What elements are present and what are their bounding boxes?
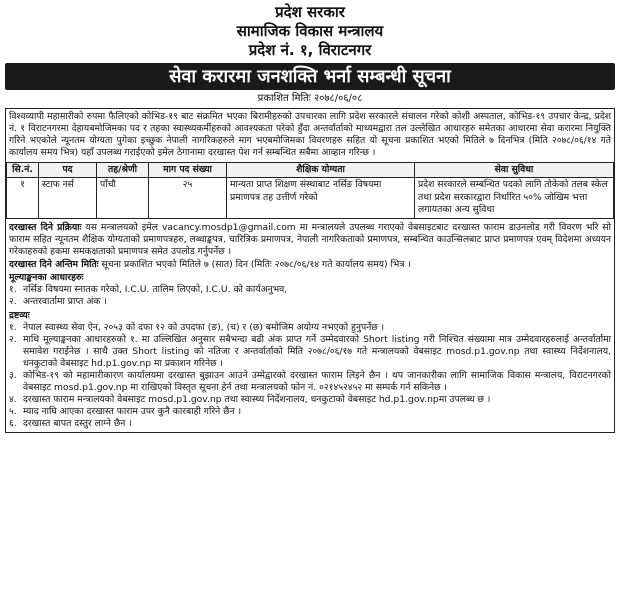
vacancy-table bbox=[6, 162, 614, 219]
list-item bbox=[9, 322, 611, 334]
published-date: प्रकाशित मितिः २०७८/०६/०८ bbox=[257, 93, 363, 104]
list-item-number: २. bbox=[9, 296, 17, 308]
list-item-number: ५. bbox=[9, 406, 17, 418]
intro-paragraph: विश्वव्यापी महामारीको रुपमा फैलिएको कोभिड-१९ बाट संक्रमित भएका बिरामीहरुको उपचारका लागि प्रदेश सरकारले संचालन गरेको कोशी अस्पताल, कोभिड-१९ उपचार केन्द्र, प्रदेश नं. १ विराटनगरमा देहायबमोजिमका पद र तहका स्वास्थ्यकर्मीहरुको आवश्यकता परेको हुँदा अन्तर्वार्ताको माध्यमद्वारा तल उल्लेखित आधारहरु समेतका आधारमा सेवा करारमा नियुक्ति गरिने भएकोले न्यूनतम योग्यता पुगेका इच्छुक नेपाली नागरिकहरुले माग भएबमोजिमका विवरणहरु सहित यो सूचना प्रकाशित भएको मितिले ७ दिनभित्र (मिति २०७८/०६/१४ गते कार्यालय समय भित्र) यहाँ उपलब्ध गराईएको इमेल ठेगानामा दरखास्त पेश गर्न सम्बन्धित सबैमा आव्हान गरिन्छ । bbox=[9, 111, 611, 159]
cell-level: पाँचौ bbox=[97, 178, 149, 219]
list-item bbox=[9, 370, 611, 394]
cell-post: स्टाफ नर्स bbox=[39, 178, 97, 219]
col-header-post: पद bbox=[39, 163, 97, 178]
list-item bbox=[9, 284, 611, 296]
list-item-text: म्याद नाघि आएका दरखास्त फाराम उपर कुनै कारबाही गरिने छैन । bbox=[23, 406, 242, 418]
list-item-text: दरखास्त फाराम मन्त्रालयको वेबसाइट mosd.p1.gov.np तथा स्वास्थ्य निर्देशनालय, धनकुटाको वेबसाइट hd.p1.gov.npमा उपलब्ध छ । bbox=[23, 394, 491, 406]
list-item bbox=[9, 334, 611, 370]
organization-header bbox=[5, 3, 615, 60]
notes-section bbox=[9, 310, 611, 431]
col-header-count: माग पद संख्या bbox=[149, 163, 227, 178]
list-item-text: दरखास्त बापत दस्तुर लाग्ने छैन । bbox=[23, 418, 132, 430]
application-deadline-text: सूचना प्रकाशित भएको मितिले ७ (सात) दिन (मितिः २०७८/०६/१४ गते कार्यालय समय) भित्र । bbox=[98, 259, 411, 271]
table-header-row bbox=[7, 163, 614, 178]
application-deadline-label: दरखास्त दिने अन्तिम मितिः bbox=[9, 259, 99, 271]
header-line-province: प्रदेश नं. १, विराटनगर bbox=[248, 41, 372, 59]
list-item-number: ४. bbox=[9, 394, 17, 406]
application-deadline bbox=[9, 259, 611, 271]
table-row bbox=[7, 178, 614, 219]
application-process-label: दरखास्त दिने प्रक्रियाः bbox=[9, 221, 82, 233]
notice-body-box bbox=[5, 108, 615, 433]
list-item-number: ३. bbox=[9, 370, 17, 381]
list-item bbox=[9, 296, 611, 308]
application-process bbox=[9, 222, 611, 258]
list-item-number: २. bbox=[9, 333, 17, 345]
evaluation-criteria bbox=[9, 272, 611, 308]
col-header-sn: सि.नं. bbox=[7, 163, 39, 178]
list-item-number: ६. bbox=[9, 418, 17, 430]
application-process-text: यस मन्त्रालयको इमेल vacancy.mosdp1@gmail.com मा मन्त्रालयले उपलब्ध गराएको वेबसाइटबाट दरखास्त फाराम डाउनलोड गरी विवरण भरि सो फाराम सहित न्यूनतम शैक्षिक योग्यताको प्रमाणपत्रहरु, लब्धाङ्कपत्र, चारित्रिक प्रमाणपत्र, नेपाली नागरिकताको प्रमाणपत्र, सम्बन्धित काउन्सिलबाट प्राप्त प्रमाणपत्र एवम् विदेशमा अध्ययन गरेकाहरुको हकमा समकक्षताको प्रमाणपत्र समेत उपलोड गर्नुपर्नेछ । bbox=[9, 221, 611, 258]
list-item bbox=[9, 406, 611, 418]
notes-label: द्रष्टव्यः bbox=[9, 309, 30, 321]
cell-sn: १ bbox=[7, 178, 39, 219]
list-item-text: नेपाल स्वास्थ्य सेवा ऐन, २०५३ को दफा १२ को उपदफा (ङ), (च) र (छ) बमोजिम अयोग्य नभएको हुनुपर्नेछ । bbox=[23, 321, 385, 333]
list-item bbox=[9, 418, 611, 430]
col-header-qualification: शैक्षिक योग्यता bbox=[227, 163, 415, 178]
header-line-ministry: सामाजिक विकास मन्त्रालय bbox=[236, 22, 384, 40]
notice-details bbox=[6, 219, 614, 433]
header-line-government: प्रदेश सरकार bbox=[275, 3, 345, 21]
cell-benefits: प्रदेश सरकारले सम्बन्धित पदको लागि तोकेको तलब स्केल तथा प्रदेश सरकारद्वारा निर्धारित ५०% जोखिम भत्ता लगायतका अन्य सुविधा bbox=[415, 178, 614, 219]
col-header-level: तह/श्रेणी bbox=[97, 163, 149, 178]
list-item-text: कोभिड-१९ को महामारीकारण कार्यालयमा दरखास्त बुझाउन आउने उम्मेद्वारको दरखास्त फाराम लिइने छैन । थप जानकारीका लागि सामाजिक विकास मन्त्रालय, विराटनगरको वेबसाइट mosd.p1.gov.np मा राखिएको विस्तृत सूचना हेर्न तथा मन्त्रालयको फोन नं. ०२१४५२४५२ मा सम्पर्क गर्न सकिनेछ । bbox=[23, 370, 611, 394]
list-item-number: १. bbox=[9, 321, 17, 333]
list-item-text: माथि मूल्याङ्कनका आधारहरुको १. मा उल्लिखित अनुसार सबैभन्दा बढी अंक प्राप्त गर्ने उम्मेदवारको Short listing गरी निश्चित संख्यामा मात्र उम्मेदवारहरुलाई अन्तर्वार्तामा समावेश गराईनेछ । साथै उक्त Short listing को नतिजा र अन्तर्वार्ताको मिति २०७८/०६/१७ गते मन्त्रालयको वेबसाइट mosd.p1.gov.np तथा स्वास्थ्य निर्देशनालय, धनकुटाको वेबसाइट hd.p1.gov.np मा प्रकाशन गरिनेछ । bbox=[23, 333, 611, 369]
list-item bbox=[9, 394, 611, 406]
cell-qualification: मान्यता प्राप्त शिक्षण संस्थाबाट नर्सिङ विषयमा प्रमाणपत्र तह उत्तीर्ण गरेको bbox=[227, 178, 415, 219]
col-header-benefits: सेवा सुविधा bbox=[415, 163, 614, 178]
list-item-number: १. bbox=[9, 284, 17, 296]
list-item-text: अन्तरवार्तामा प्राप्त अंक । bbox=[23, 296, 107, 308]
evaluation-criteria-label: मूल्याङ्कनका आधारहरुः bbox=[9, 272, 84, 284]
list-item-text: नर्सिङ विषयमा स्नातक गरेको, I.C.U. तालिम लिएको, I.C.U. को कार्यअनुभव, bbox=[23, 284, 288, 296]
cell-count: २५ bbox=[149, 178, 227, 219]
notice-title-banner: सेवा करारमा जनशक्ति भर्ना सम्बन्धी सूचना bbox=[5, 63, 615, 90]
